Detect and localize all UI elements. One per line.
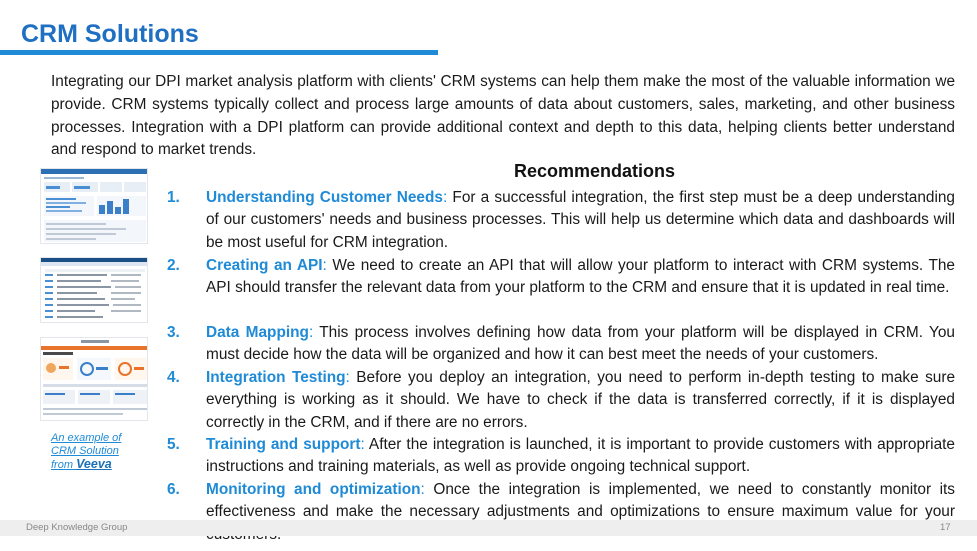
recommendations-heading: Recommendations: [514, 161, 676, 181]
screenshot-caption: [51, 432, 151, 472]
item-body: After the integration is launched, it is important to provide customers with appropriate instructions and training materials, as well as provide ongoing technical support.: [206, 436, 955, 476]
item-body: Before you deploy an integration, you need to perform in-depth testing to make sure everything is working as it should. We have to check if the data is transferred correctly, if it is displayed correctly in the CRM, and if there are no errors.: [206, 369, 956, 431]
crm-screenshot-list: [40, 257, 148, 323]
item-sep: :: [442, 189, 448, 206]
item-sep: :: [345, 369, 350, 386]
item-number: 5.: [167, 436, 180, 453]
item-term: Monitoring and optimization: [206, 481, 421, 498]
item-term: Understanding Customer Needs: [206, 189, 443, 206]
footer-company: Deep Knowledge Group: [26, 522, 128, 533]
veeva-link[interactable]: Veeva: [76, 457, 112, 471]
item-body: For a successful integration, the first step must be a deep understanding of our customers' needs and business processes. This will help us determine which data and dashboards will be most useful for CRM integration.: [206, 189, 955, 251]
title-underline: [0, 50, 438, 55]
footer-bar: [0, 520, 977, 536]
item-body: We need to create an API that will allow your platform to interact with CRM systems. The API should transfer the relevant data from your platform to the CRM and ensure that it is updated in real time.: [206, 257, 955, 297]
caption-line-2[interactable]: CRM Solution: [51, 445, 119, 457]
page-number: 17: [940, 522, 951, 533]
item-sep: :: [308, 324, 314, 341]
item-text: [206, 434, 955, 479]
item-body: This process involves defining how data from your platform will be displayed in CRM. You must decide how the data will be organized and how it can best meet the needs of your customers.: [206, 324, 955, 364]
intro-paragraph: Integrating our DPI market analysis platform with clients' CRM systems can help them make the most of the valuable information we provide. CRM systems typically collect and process large amounts of data about customers, sales, marketing, and other business processes. Integration with a DPI platform can provide additional context and depth to this data, helping clients better understand and respond to market trends.: [51, 73, 955, 159]
item-body: Once the integration is implemented, we need to constantly monitor its effectiveness and make the necessary adjustments and optimizations to ensure maximum value for your: [206, 481, 955, 521]
item-term: Data Mapping: [206, 324, 309, 341]
metrics-illustration: [41, 338, 148, 421]
item-sep: :: [360, 436, 365, 453]
crm-screenshot-dashboard: [40, 168, 148, 244]
item-term: Creating an API: [206, 257, 323, 274]
crm-screenshot-metrics: [40, 337, 148, 421]
item-term: Training and support: [206, 436, 361, 453]
list-illustration: [41, 258, 148, 323]
item-text: [206, 479, 955, 546]
item-sep: :: [322, 257, 327, 274]
item-text: [206, 255, 955, 300]
item-number: 2.: [167, 257, 180, 274]
page-title: CRM Solutions: [21, 20, 199, 48]
item-number: 3.: [167, 324, 180, 341]
dashboard-illustration: [41, 169, 148, 244]
item-text: [206, 187, 955, 254]
caption-line-3[interactable]: from: [51, 459, 77, 471]
item-number: 1.: [167, 189, 180, 206]
item-term: Integration Testing: [206, 369, 346, 386]
item-sep: :: [420, 481, 425, 498]
item-text: [206, 322, 955, 367]
item-text: [206, 367, 955, 434]
caption-line-1[interactable]: An example of: [51, 432, 122, 444]
item-number: 4.: [167, 369, 180, 386]
item-number: 6.: [167, 481, 180, 498]
